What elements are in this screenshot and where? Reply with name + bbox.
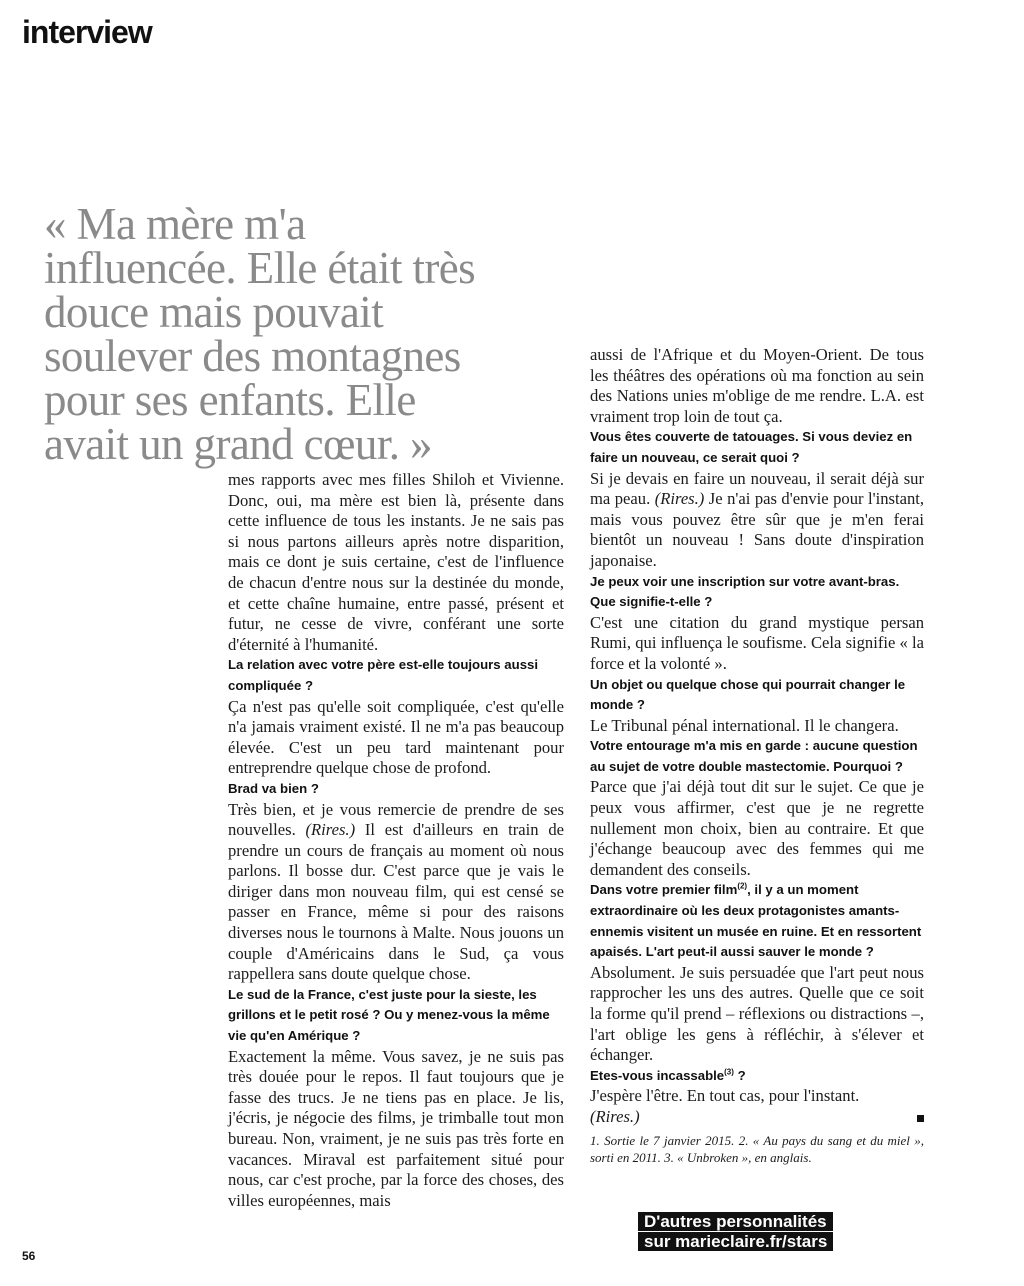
end-of-article-mark [917,1115,924,1122]
question: Je peux voir une inscription sur votre avant-bras. Que signifie-t-elle ? [590,573,900,610]
question: Dans votre premier film$^{(2)}$, il y a un moment extraordinaire où les deux protagonistes amants-ennemis visitent un musée en ruine. Et en ressortent apaisés. L'art peut-il aussi sauver le monde ? [590,882,922,960]
answer-paragraph: Absolument. Je suis persuadée que l'art peut nous rapprocher les uns des autres. Quelle que ce soit la forme qu'il prend – réflexions ou distractions –, l'art oblige les gens à réfléchir, à s'élever et échanger. [590,962,924,1065]
answer-paragraph: Le Tribunal pénal international. Il le changera. [590,715,899,735]
pull-quote-line: influencée. Elle était très [44,243,476,293]
answer-paragraph: Très bien, et je vous remercie de prendre de ses nouvelles. (Rires.) Il est d'ailleurs en train de prendre un cours de français au moment où nous parlons. Il bosse dur. C'est parce que je vais le diriger dans mon nouveau film, qui est censé se passer en France, même si pour des raisons diverses nous le tournons à Malte. Nous jouons un couple d'Américains dans le Sud, ça vous rappellera sans doute quelque chose. [228,799,564,984]
answer-paragraph: C'est une citation du grand mystique persan Rumi, qui influença le soufisme. Cela signifie « la force et la volonté ». [590,612,924,673]
answer-paragraph: Parce que j'ai déjà tout dit sur le sujet. Ce que je peux vous affirmer, c'est que je ne regrette nullement mon choix, bien au contraire. Et que j'échange beaucoup avec des femmes qui me demandent des conseils. [590,777,924,879]
question: Votre entourage m'a mis en garde : aucune question au sujet de votre double mastectomie. Pourquoi ? [590,738,918,774]
promo-link[interactable] [638,1212,833,1251]
question: Vous êtes couverte de tatouages. Si vous deviez en faire un nouveau, ce serait quoi ? [590,429,913,465]
right-column [590,345,924,1166]
pull-quote [44,199,604,469]
pull-quote-line: « Ma mère m'a [44,199,306,249]
answer-paragraph: aussi de l'Afrique et du Moyen-Orient. De tous les théâtres des opérations où ma fonction au sein des Nations unies m'oblige de me rendre. L.A. est vraiment trop loin de tout ça. [590,345,924,426]
pull-quote-line: douce mais pouvait [44,287,384,337]
footnote-ref: (3) [724,1067,734,1077]
question: Etes-vous incassable$^{(3)}$ ? [590,1067,746,1083]
answer-paragraph: Ça n'est pas qu'elle soit compliquée, c'est qu'elle n'a jamais vraiment existé. Il ne m'a pas beaucoup élevée. C'est un peu tard maintenant pour entreprendre quelque chose de profond. [228,696,564,778]
page-number: 56 [22,1249,36,1263]
pull-quote-line: soulever des montagnes [44,331,461,381]
left-column [228,470,564,1211]
answer-paragraph: Exactement la même. Vous savez, je ne suis pas très douée pour le repos. Il faut toujours que je fasse des trucs. Je ne tiens pas en place. Je lis, j'écris, je négocie des films, je trimballe tout mon bureau. Non, vraiment, je ne suis pas très forte en vacances. Miraval est parfaitement situé pour nous, car c'est proche, par la force des choses, des villes européennes, mais [228,1046,564,1210]
promo-line: sur marieclaire.fr/stars [638,1232,833,1251]
laughs-note: (Rires.) [654,489,705,509]
footnote-ref: (2) [737,882,748,892]
answer-paragraph: mes rapports avec mes filles Shiloh et Vivienne. Donc, oui, ma mère est bien là, présente dans cette influence de tous les instants. Je ne sais pas si nous partons ailleurs après notre disparition, mais ce dont je suis certaine, c'est de l'influence de chacun d'entre nous sur la destinée du monde, et cette chaîne humaine, entre passé, présent et futur, ne cesse de vivre, conférant une sorte d'éternité à l'humanité. [228,470,564,654]
footnotes: 1. Sortie le 7 janvier 2015. 2. « Au pays du sang et du miel », sorti en 2011. 3. « Unbroken », en anglais. [590,1132,924,1165]
section-label: interview [22,14,152,50]
laughs-note: (Rires.) [305,820,356,840]
pull-quote-line: avait un grand cœur. » [44,419,432,469]
question: Le sud de la France, c'est juste pour la sieste, les grillons et le petit rosé ? Ou y menez-vous la même vie qu'en Amérique ? [228,986,550,1044]
laughs-note: (Rires.) [590,1106,640,1126]
question: Brad va bien ? [228,780,319,796]
question: La relation avec votre père est-elle toujours aussi compliquée ? [228,657,539,693]
promo-line: D'autres personnalités [638,1212,833,1231]
answer-paragraph: Si je devais en faire un nouveau, il serait déjà sur ma peau. (Rires.) Je n'ai pas d'envie pour l'instant, mais vous pouvez être sûr que je m'en ferai bientôt un nouveau ! Sans doute d'inspiration japonaise. [590,468,925,570]
pull-quote-line: pour ses enfants. Elle [44,375,416,425]
answer-paragraph: J'espère l'être. En tout cas, pour l'instant. (Rires.) [590,1086,924,1127]
question: Un objet ou quelque chose qui pourrait changer le monde ? [590,676,906,713]
